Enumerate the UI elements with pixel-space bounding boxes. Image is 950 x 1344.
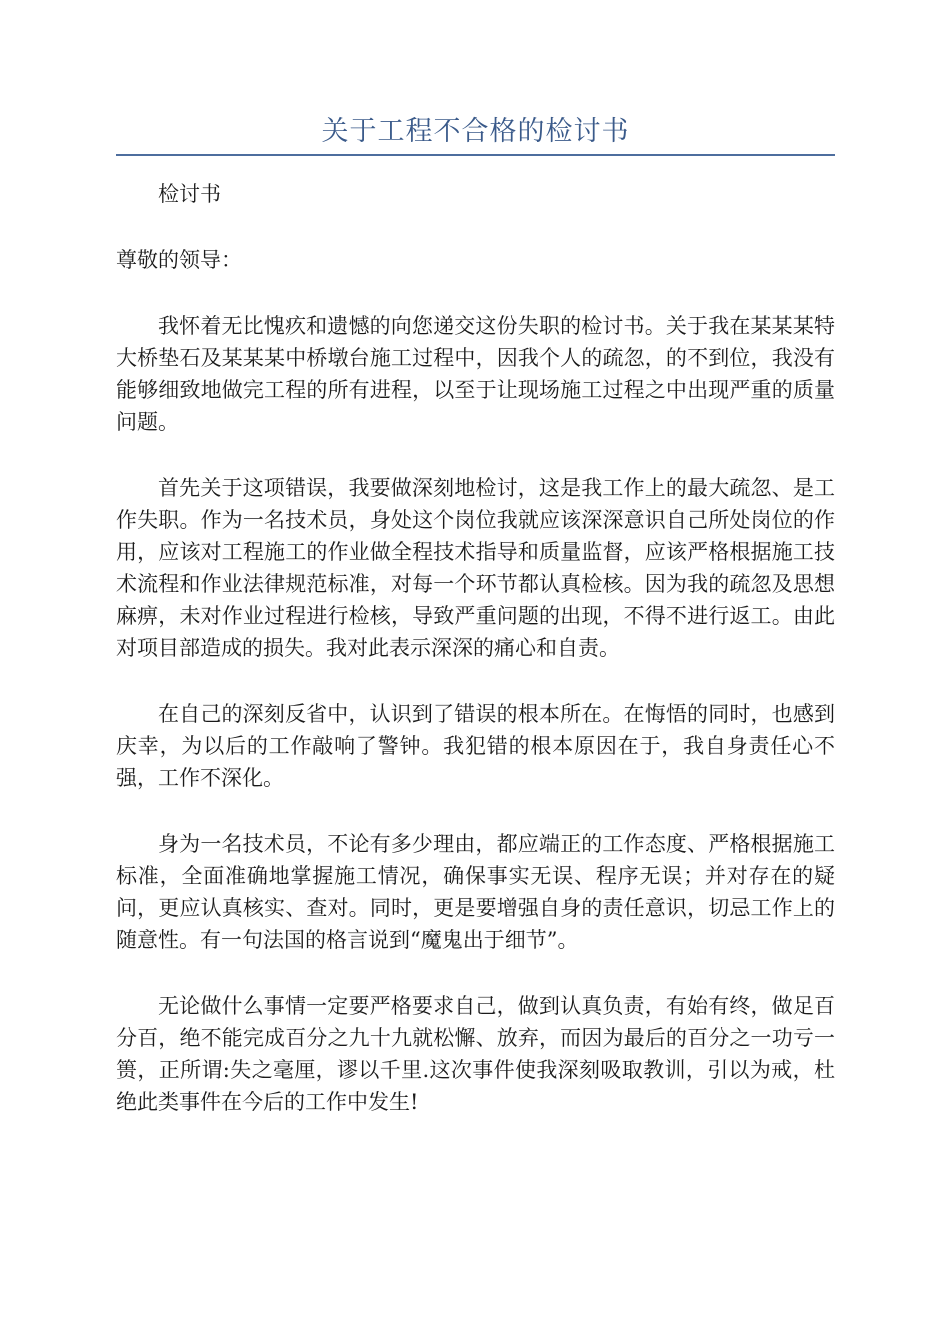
document-title: 关于工程不合格的检讨书 (321, 116, 630, 147)
title-underline (116, 154, 835, 156)
document-heading: 检讨书 (158, 182, 221, 206)
paragraph: 身为一名技术员，不论有多少理由，都应端正的工作态度、严格根据施工标准，全面准确地掌握施工情况，确保事实无误、程序无误；并对存在的疑问，更应认真核实、查对。同时，更是要增强自身的责任意识，切忌工作上的随意性。有一句法国的格言说到“魔鬼出于细节”。 (116, 832, 835, 952)
paragraph: 无论做什么事情一定要严格要求自己，做到认真负责，有始有终，做足百分百，绝不能完成百分之九十九就松懈、放弃，而因为最后的百分之一功亏一篑，正所谓:失之毫厘，谬以千里.这次事件使我深刻吸取教训，引以为戒，杜绝此类事件在今后的工作中发生! (116, 994, 835, 1114)
paragraph: 在自己的深刻反省中，认识到了错误的根本所在。在悔悟的同时，也感到庆幸，为以后的工作敲响了警钟。我犯错的根本原因在于，我自身责任心不强，工作不深化。 (116, 702, 835, 790)
paragraph: 我怀着无比愧疚和遗憾的向您递交这份失职的检讨书。关于我在某某某特大桥垫石及某某某中桥墩台施工过程中，因我个人的疏忽，的不到位，我没有能够细致地做完工程的所有进程，以至于让现场施工过程之中出现严重的质量问题。 (116, 314, 835, 434)
document-body (116, 178, 835, 1152)
salutation: 尊敬的领导： (116, 248, 242, 272)
paragraph: 首先关于这项错误，我要做深刻地检讨，这是我工作上的最大疏忽、是工作失职。作为一名技术员，身处这个岗位我就应该深深意识自己所处岗位的作用，应该对工程施工的作业做全程技术指导和质量监督，应该严格根据施工技术流程和作业法律规范标准，对每一个环节都认真检核。因为我的疏忽及思想麻痹，未对作业过程进行检核，导致严重问题的出现，不得不进行返工。由此对项目部造成的损失。我对此表示深深的痛心和自责。 (116, 476, 835, 660)
